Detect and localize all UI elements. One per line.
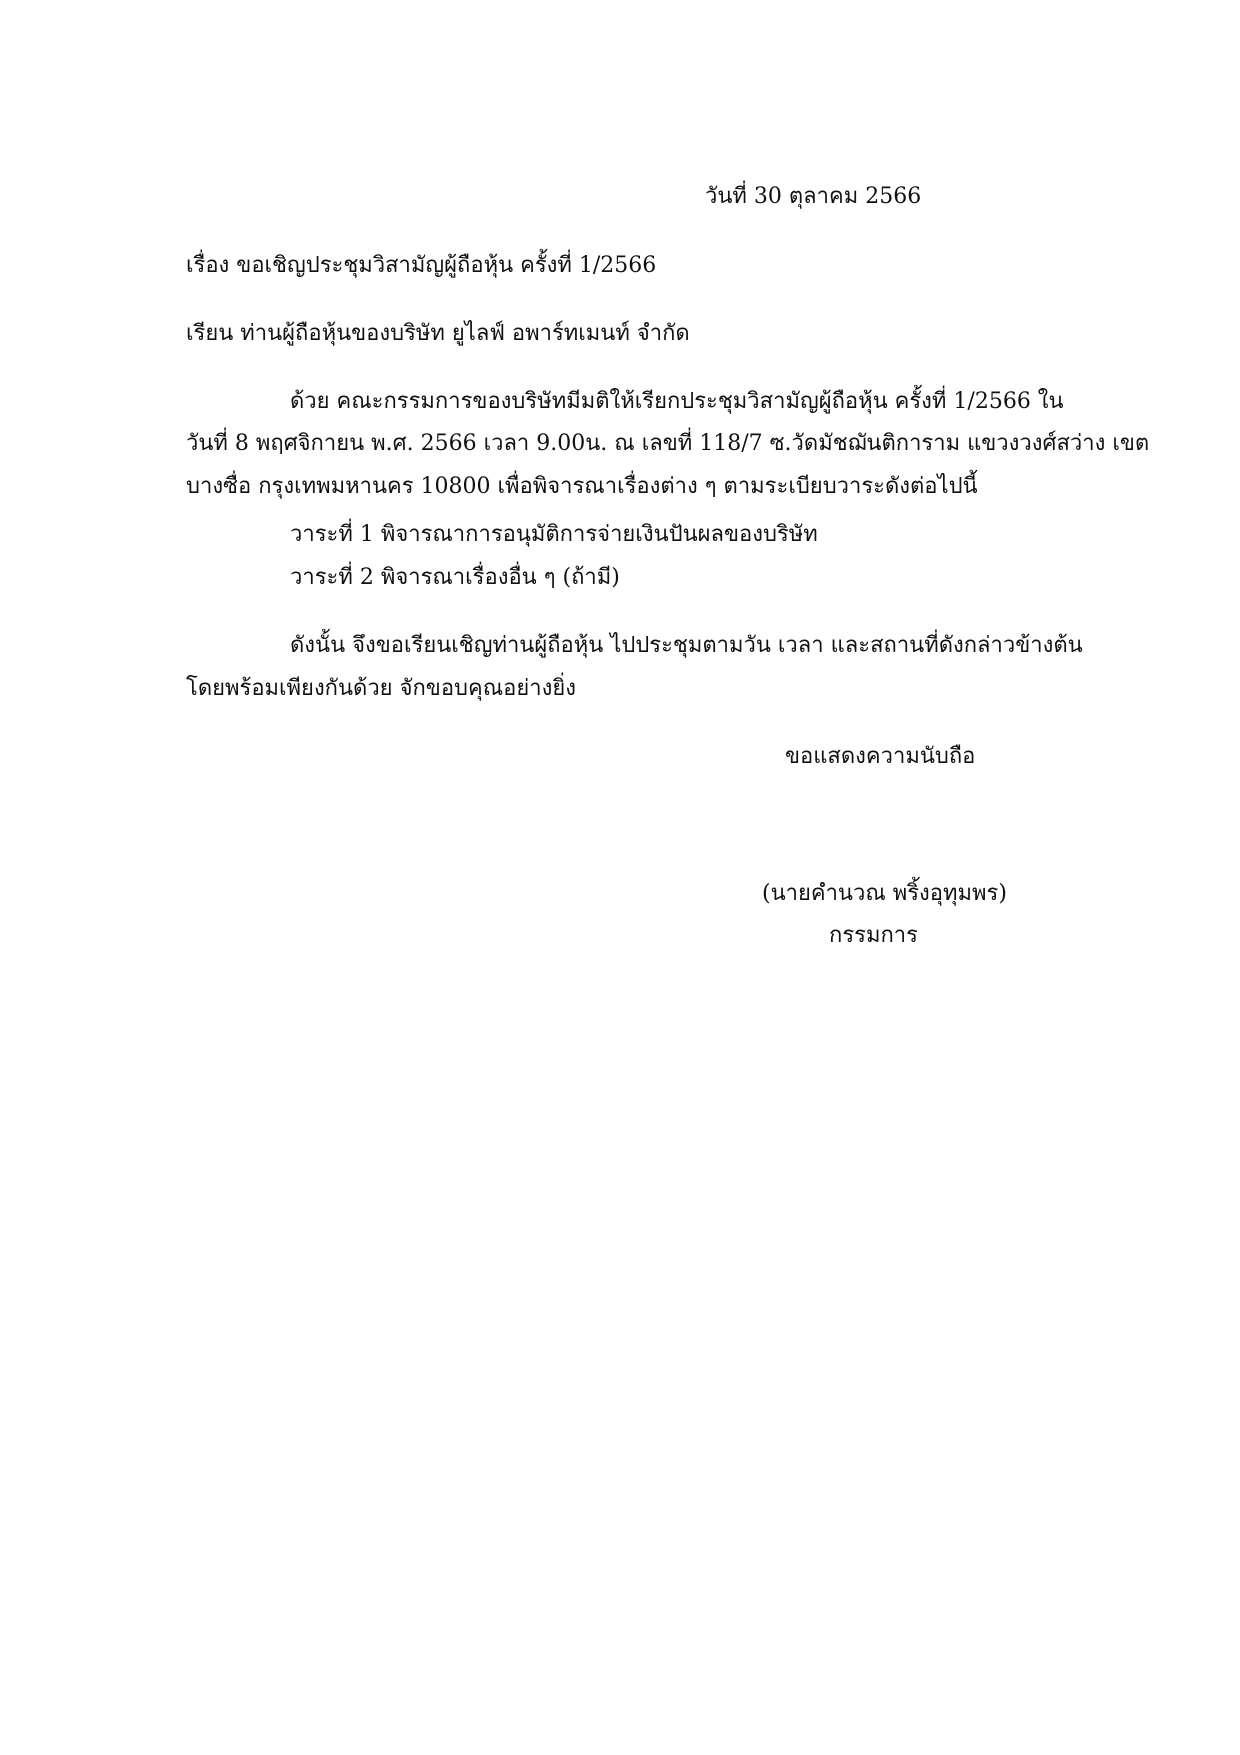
body-paragraph-1-line-1: ด้วย คณะกรรมการของบริษัทมีมติให้เรียกประชุมวิสามัญผู้ถือหุ้น ครั้งที่ 1/2566 ใน	[290, 389, 1064, 414]
body-paragraph-1-line-3: บางซื่อ กรุงเทพมหานคร 10800 เพื่อพิจารณาเรื่องต่าง ๆ ตามระเบียบวาระดังต่อไปนี้	[186, 474, 978, 499]
body-paragraph-2-line-2: โดยพร้อมเพียงกันด้วย จักขอบคุณอย่างยิ่ง	[186, 676, 576, 701]
body-paragraph-2-line-1: ดังนั้น จึงขอเรียนเชิญท่านผู้ถือหุ้น ไปประชุมตามวัน เวลา และสถานที่ดังกล่าวข้างต้น	[290, 633, 1083, 658]
signatory-title: กรรมการ	[829, 923, 918, 948]
signatory-name: (นายคำนวณ พริ้งอุทุมพร)	[762, 881, 1007, 906]
agenda-item-1: วาระที่ 1 พิจารณาการอนุมัติการจ่ายเงินปันผลของบริษัท	[290, 522, 818, 547]
letter-date: วันที่ 30 ตุลาคม 2566	[705, 184, 922, 209]
body-paragraph-1-line-2: วันที่ 8 พฤศจิกายน พ.ศ. 2566 เวลา 9.00น. ณ เลขที่ 118/7 ซ.วัดมัชฌันติการาม แขวงวงศ์สว่าง เขต	[186, 431, 1150, 456]
letter-subject: เรื่อง ขอเชิญประชุมวิสามัญผู้ถือหุ้น ครั้งที่ 1/2566	[186, 253, 657, 278]
letter-closing: ขอแสดงความนับถือ	[785, 744, 976, 769]
agenda-item-2: วาระที่ 2 พิจารณาเรื่องอื่น ๆ (ถ้ามี)	[290, 565, 620, 590]
letter-salutation: เรียน ท่านผู้ถือหุ้นของบริษัท ยูไลฟ์ อพาร์ทเมนท์ จำกัด	[186, 321, 690, 346]
